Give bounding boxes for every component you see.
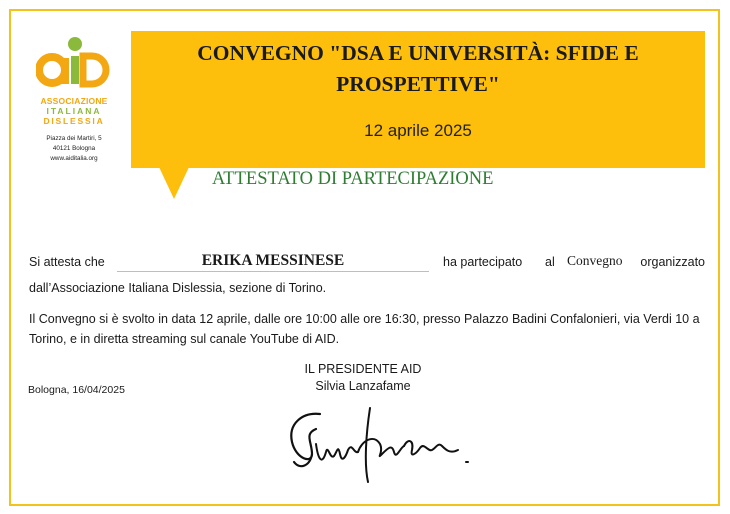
- event-details: Il Convegno si è svolto in data 12 aprile, dalle ore 10:00 alle ore 16:30, presso Palazzo Badini Confalonieri, via Verdi 10 a Torino, e in diretta streaming sul canale YouTube di AID.: [29, 312, 700, 346]
- organizer-line: dall’Associazione Italiana Dislessia, sezione di Torino.: [29, 281, 327, 295]
- org-address: [28, 134, 120, 164]
- website-text: www.aiditalia.org: [50, 155, 98, 162]
- attestation-line: [29, 252, 705, 274]
- org-name-line1: ASSOCIAZIONE: [40, 96, 108, 106]
- event-type: Convegno: [567, 253, 623, 268]
- president-block: [284, 361, 442, 395]
- participated-text: ha partecipato: [443, 255, 523, 269]
- participant-name: ERIKA MESSINESE: [117, 252, 429, 272]
- event-title: [131, 38, 705, 100]
- preposition-text: al: [545, 255, 555, 269]
- title-banner: [131, 31, 705, 168]
- signature-icon: [282, 404, 472, 489]
- certificate-subtitle: ATTESTATO DI PARTECIPAZIONE: [212, 169, 494, 189]
- president-title: IL PRESIDENTE AID: [304, 362, 422, 376]
- event-date: 12 aprile 2025: [364, 121, 472, 140]
- banner-pointer: [159, 167, 189, 199]
- event-title-line2: PROSPETTIVE": [336, 72, 500, 96]
- org-name-line2: ITALIANA: [46, 106, 102, 116]
- place-date: Bologna, 16/04/2025: [28, 384, 125, 396]
- attests-label: Si attesta che: [29, 255, 105, 269]
- address-city: 40121 Bologna: [52, 145, 96, 152]
- president-name: Silvia Lanzafame: [315, 379, 411, 393]
- aid-logo: [28, 32, 120, 164]
- organized-text: organizzato: [640, 255, 705, 269]
- address-street: Piazza dei Martiri, 5: [46, 135, 102, 142]
- org-name-line3: DISLESSIA: [43, 116, 105, 126]
- event-title-line1: CONVEGNO "DSA E UNIVERSITÀ: SFIDE E: [197, 41, 639, 65]
- aid-logo-mark-icon: [36, 32, 112, 92]
